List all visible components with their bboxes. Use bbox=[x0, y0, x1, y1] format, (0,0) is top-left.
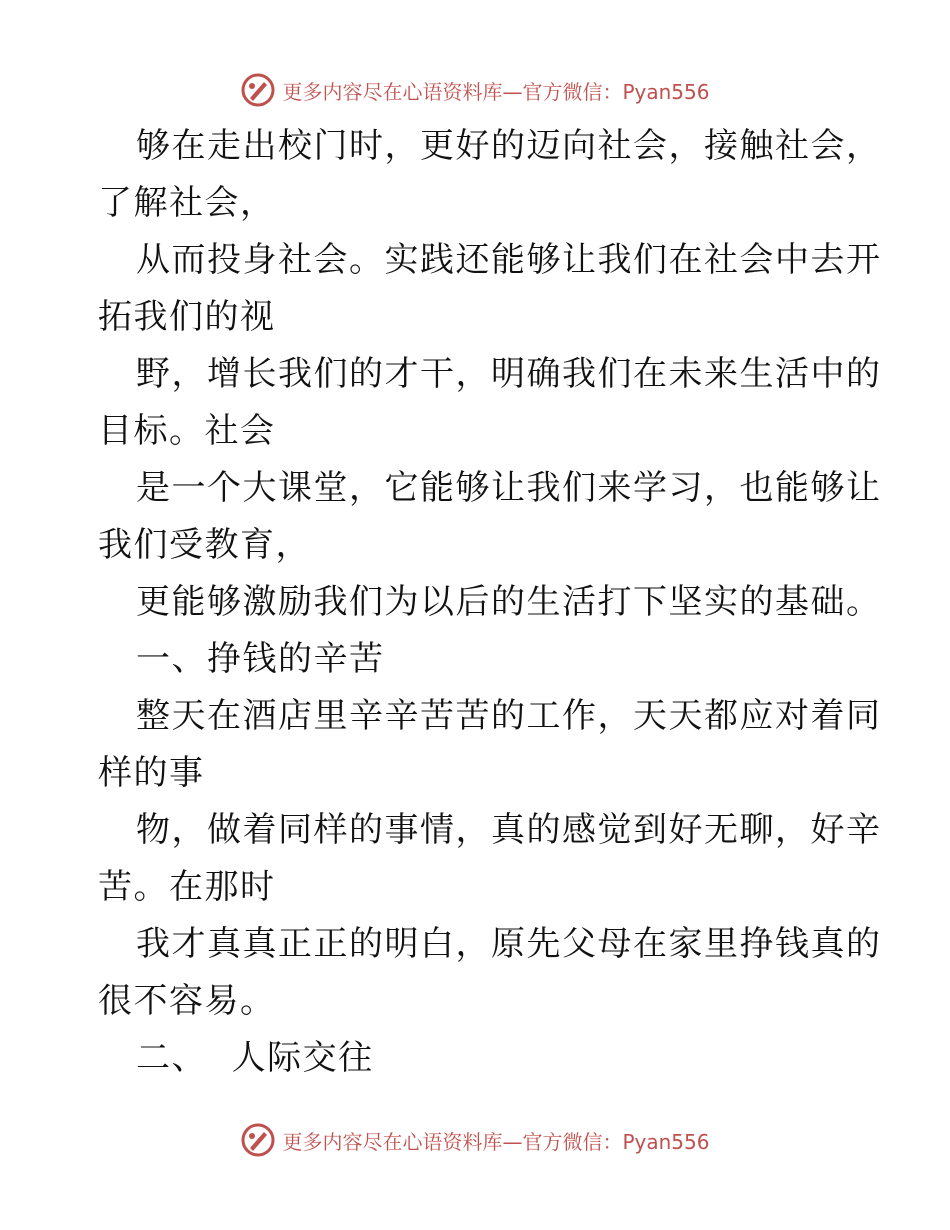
body-line: 从而投身社会。实践还能够让我们在社会中去开 bbox=[136, 240, 882, 280]
footer-banner-text: 更多内容尽在心语资料库—官方微信：Pyan556 bbox=[282, 1129, 710, 1154]
body-line: 我才真真正正的明白，原先父母在家里挣钱真的 bbox=[136, 924, 882, 964]
header-banner-text: 更多内容尽在心语资料库—官方微信：Pyan556 bbox=[282, 79, 710, 104]
body-line: 苦。在那时 bbox=[98, 867, 276, 907]
document-body bbox=[98, 118, 882, 1087]
body-line: 野，增长我们的才干，明确我们在未来生活中的 bbox=[136, 354, 882, 394]
section-heading: 一、挣钱的辛苦 bbox=[136, 639, 385, 679]
logo-icon bbox=[240, 1122, 276, 1158]
body-line: 物，做着同样的事情，真的感觉到好无聊，好辛 bbox=[136, 810, 882, 850]
body-line: 了解社会， bbox=[98, 183, 276, 223]
body-line: 样的事 bbox=[98, 753, 205, 793]
body-line: 拓我们的视 bbox=[98, 297, 276, 337]
header-banner bbox=[0, 70, 950, 110]
body-line: 目标。社会 bbox=[98, 411, 276, 451]
body-line: 很不容易。 bbox=[98, 981, 276, 1021]
body-line: 我们受教育， bbox=[98, 525, 311, 565]
body-line: 更能够激励我们为以后的生活打下坚实的基础。 bbox=[136, 582, 882, 622]
footer-banner bbox=[0, 1120, 950, 1160]
body-line: 整天在酒店里辛辛苦苦的工作，天天都应对着同 bbox=[136, 696, 882, 736]
logo-icon bbox=[240, 72, 276, 108]
body-line: 是一个大课堂，它能够让我们来学习，也能够让 bbox=[136, 468, 882, 508]
section-heading: 二、 人际交往 bbox=[136, 1038, 374, 1078]
body-line: 够在走出校门时，更好的迈向社会，接触社会， bbox=[136, 126, 882, 166]
